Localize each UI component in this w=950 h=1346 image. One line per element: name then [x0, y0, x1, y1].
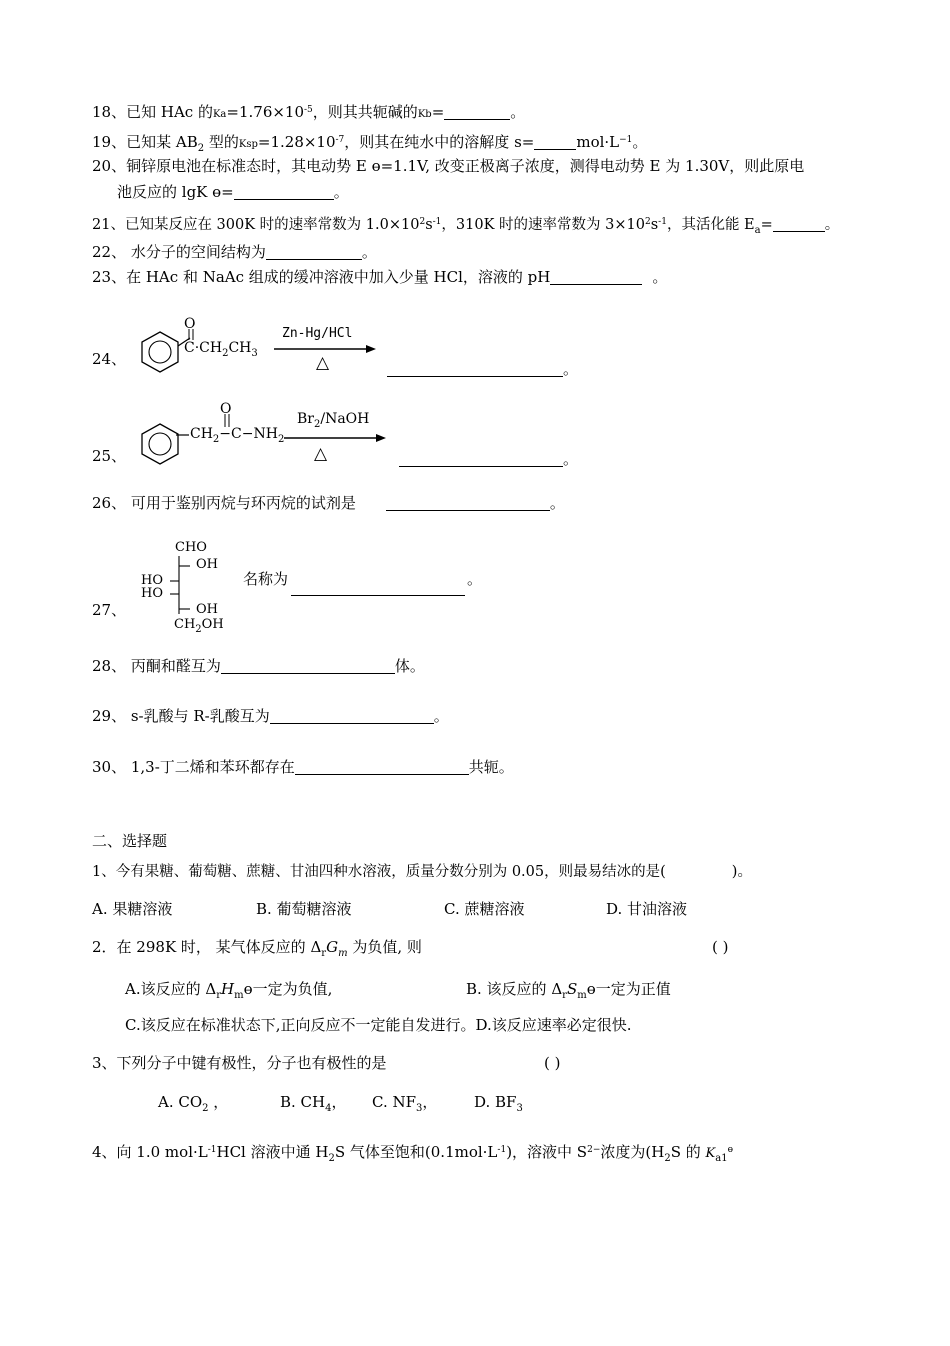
choice-3-option-c[interactable]: C. $NF_3$， [372, 1093, 438, 1114]
answer-24: 。 [387, 360, 578, 378]
bond-line [176, 432, 190, 438]
reaction-arrow-icon [282, 432, 388, 444]
question-28: 28、 丙酮和醛互为 体。 [92, 657, 425, 675]
question-21: 21、已知某反应在 300K 时的速率常数为 $1.0\times 10^2s^{-1}$，310K 时的速率常数为 $3\times 10^2s^{-1}$，其活化能 $E_a=$ 。 [92, 217, 840, 236]
choice-2-option-cd[interactable]: C.该反应在标准状态下,正向反应不一定能自发进行。D.该反应速率必定很快. [125, 1016, 632, 1034]
question-22: 22、 水分子的空间结构为 。 [92, 243, 377, 261]
choice-2-option-b[interactable]: B. 该反应的 $\Delta_rS_mө$一定为正值 [466, 980, 671, 1001]
fischer-ho-1: HO [141, 573, 163, 588]
fischer-oh-1: OH [196, 557, 218, 572]
choice-question-4: 4、向 1.0 $mol\cdot L^{-1}HCl$ 溶液中通 $H_2S$ 气体至饱和$(0.1mol\cdot L^{-1})$，溶液中 $S^{2-}$浓度为($H_2S$ 的 $K_{a1}^ө$ [92, 1143, 733, 1164]
answer-25: 。 [399, 450, 578, 468]
question-20-line1: 20、铜锌原电池在标准态时，其电动势 E ө=1.1V, 改变正极离子浓度，测得电动势 E 为 1.30V，则此原电 [92, 157, 805, 175]
question-18: 18、已知 HAc 的$Ka=1.76\times 10^{-5}$，则其共轭碱的Kb= 。 [92, 103, 526, 121]
answer-blank-30[interactable] [295, 760, 469, 775]
answer-paren-2[interactable]: ( ) [712, 938, 729, 956]
answer-blank-25[interactable] [399, 452, 563, 467]
fischer-ho-2: HO [141, 586, 163, 601]
choice-3-option-b[interactable]: B. $CH_4$， [280, 1093, 347, 1114]
question-19: 19、已知某 $AB_2$ 型的$Ksp=1.28\times 10^{-7}$，则其在纯水中的溶解度 $s= mol\cdot L^{-1}$。 [92, 133, 648, 154]
answer-blank-23[interactable] [550, 270, 642, 285]
answer-blank-19[interactable] [534, 135, 576, 150]
answer-blank-20[interactable] [234, 185, 334, 200]
choice-1-option-b[interactable]: B. 葡萄糖溶液 [256, 900, 352, 918]
answer-paren-3[interactable]: ( ) [544, 1054, 561, 1072]
answer-blank-18[interactable] [444, 105, 510, 120]
fischer-ch2oh: $CH_2OH$ [174, 617, 224, 635]
section-title: 二、选择题 [92, 832, 168, 850]
fischer-oh-2: OH [196, 602, 218, 617]
question-30: 30、 1,3-丁二烯和苯环都存在 共轭。 [92, 758, 514, 776]
question-20-line2: 池反应的 lgK ө= 。 [117, 183, 349, 201]
question-26: 26、 可用于鉴别丙烷与环丙烷的试剂是 。 [92, 494, 565, 512]
choice-3-option-a[interactable]: A. $CO_2$ ， [158, 1093, 229, 1114]
question-27-number: 27、 [92, 601, 127, 619]
question-27-label: 名称为 。 [243, 570, 482, 596]
reagent-label: Zn-Hg/HCl [282, 326, 353, 341]
choice-1-option-d[interactable]: D. 甘油溶液 [606, 900, 688, 918]
question-29: 29、 s-乳酸与 R-乳酸互为 。 [92, 707, 449, 725]
carbonyl-oxygen: O [220, 401, 232, 417]
propyl-chain: $C\cdot CH_2CH_3$ [184, 340, 258, 359]
question-25-number: 25、 [92, 447, 127, 465]
question-24-number: 24、 [92, 350, 127, 368]
choice-1-option-a[interactable]: A. 果糖溶液 [92, 900, 173, 918]
answer-blank-29[interactable] [270, 709, 434, 724]
choice-1-option-c[interactable]: C. 蔗糖溶液 [444, 900, 525, 918]
question-23: 23、在 HAc 和 NaAc 组成的缓冲溶液中加入少量 HCl，溶液的 pH 。 [92, 268, 668, 286]
kb-symbol: Kb [417, 109, 432, 120]
answer-blank-26[interactable] [386, 496, 550, 511]
reagent-label: $Br_2$/NaOH [297, 411, 370, 430]
answer-blank-27[interactable] [291, 581, 465, 596]
heat-symbol: △ [314, 444, 328, 464]
amide-chain: $CH_2-C-NH_2$ [190, 426, 285, 445]
choice-question-2: 2．在 298K 时， 某气体反应的 $\Delta_rG_m$ 为负值, 则 [92, 938, 422, 959]
benzene-ring-icon [138, 420, 188, 468]
answer-blank-24[interactable] [387, 362, 563, 377]
ka-symbol: Ka [212, 109, 227, 120]
carbonyl-oxygen: O [184, 316, 196, 332]
ksp-symbol: Ksp [238, 139, 258, 150]
choice-question-1: 1、今有果糖、葡萄糖、蔗糖、甘油四种水溶液，质量分数分别为 0.05，则最易结冰的是( )。 [92, 864, 752, 880]
answer-blank-21[interactable] [773, 217, 825, 232]
choice-3-option-d[interactable]: D. $BF_3$ [474, 1093, 523, 1114]
answer-blank-28[interactable] [221, 659, 395, 674]
choice-2-option-a[interactable]: A.该反应的 $\Delta_rH_mө$一定为负值, [125, 980, 333, 1001]
answer-blank-22[interactable] [266, 245, 362, 260]
choice-question-3: 3、下列分子中键有极性，分子也有极性的是 [92, 1054, 387, 1072]
heat-symbol: △ [316, 353, 330, 373]
fischer-cho: CHO [175, 540, 207, 555]
